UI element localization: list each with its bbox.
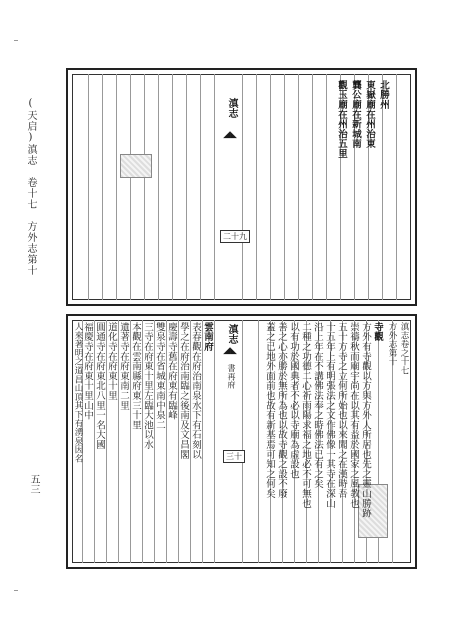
bottom-text-column-11: 雲南府 (202, 322, 213, 352)
top-fold-title: 滇志 (226, 98, 237, 118)
page-number: 五三 (28, 474, 39, 494)
column-rule (258, 320, 259, 563)
bottom-page-panel (66, 314, 417, 569)
bottom-text-column-19: 道化寺在府東十里 (106, 322, 117, 401)
column-rule (270, 74, 271, 300)
side-caption: (天启)滇志 卷十七 方外志第十 (25, 98, 36, 276)
top-seal-stamp-icon (120, 154, 152, 178)
bottom-text-column-16: 三寺在府東十里左臨大池以水 (142, 322, 153, 450)
bottom-text-column-13: 學之在府治南臨之後南及文昌閣 (178, 322, 189, 460)
bottom-fold-title: 滇志 (226, 324, 237, 344)
column-rule (144, 74, 145, 300)
bottom-text-column-20: 圓通寺在府東北八里一名大國 (94, 322, 105, 450)
margin-tick (14, 40, 18, 41)
column-rule (284, 74, 285, 300)
column-rule (298, 74, 299, 300)
column-rule (158, 74, 159, 300)
bottom-text-column-14: 慶壽寺舊在府東有臨峰 (166, 322, 177, 420)
bottom-text-column-6: 沿上年在不講佛法奉之時佛法已有之矣 (312, 322, 323, 489)
bottom-fold-subtitle: 書再府 (227, 364, 236, 389)
column-rule (116, 74, 117, 300)
bottom-text-column-2: 方外有寺觀以方與方外人所居也先之靈山勝跡 (360, 322, 371, 518)
bottom-text-column-12: 表春觀在府治南泉水下有石刻以 (190, 322, 201, 460)
top-text-column-1: 北勝州 (378, 80, 389, 110)
column-rule (256, 74, 257, 300)
bottom-text-column-3: 崇禱秋而廟宇尚在以其有益於國家之風教也 (348, 322, 359, 509)
bottom-header-column-1: 滇志卷之十七 (399, 322, 409, 375)
top-text-column-4: 觀玉廟在州治五里 (336, 80, 347, 159)
bottom-text-column-15: 雙泉寺在省城東南中泉二 (154, 322, 165, 430)
bottom-text-column-10: 蓋之已地外面前也故有新基焉可知之何矣 (264, 322, 275, 499)
top-fish-tail-icon: ◢◣ (223, 130, 237, 140)
column-rule (326, 74, 327, 300)
bottom-fish-tail-icon: ◢◣ (223, 346, 237, 356)
bottom-header-column-2: 方外志第十 (387, 322, 397, 366)
bottom-text-column-8: 以有功於國典者不必以寺廟為虛設也 (288, 322, 299, 479)
bottom-text-column-5: 十五年上有明張法之文作佛像一其寺在深山 (324, 322, 335, 509)
column-rule (102, 74, 103, 300)
column-rule (242, 320, 243, 563)
bottom-text-column-18: 遺著寺在府東南二里 (118, 322, 129, 411)
bottom-text-column-22: 人來著明之道昌山頂其下有湧泉因名 (73, 322, 83, 463)
bottom-text-column-9: 善之心亦勝於無所為也以故寺觀之設不廢 (276, 322, 287, 499)
column-rule (88, 74, 89, 300)
column-rule (186, 74, 187, 300)
bottom-text-column-21: 福慶寺在府東十里山中 (82, 322, 93, 420)
bottom-text-column-7: 二種之功德二心祈雨陽求福之地必不可無也 (300, 322, 311, 509)
column-rule (130, 74, 131, 300)
column-rule (200, 74, 201, 300)
column-rule (312, 74, 313, 300)
top-page-panel (66, 68, 417, 306)
column-rule (242, 74, 243, 300)
bottom-fold-page: 三十 (223, 450, 245, 463)
bottom-text-column-4: 五十方寺之立何所始也以來聞之在漢時吾 (336, 322, 347, 499)
top-fold-page: 二十九 (220, 230, 250, 243)
column-rule (214, 74, 215, 300)
column-rule (396, 74, 397, 300)
margin-tick (14, 590, 18, 591)
bottom-text-column-1: 寺觀 (372, 322, 383, 342)
column-rule (214, 320, 215, 563)
top-text-column-3: 龔公廟在新城南 (350, 80, 361, 149)
bottom-text-column-17: 本觀在雲南縣府東三十里 (130, 322, 141, 430)
column-rule (172, 74, 173, 300)
top-text-column-2: 東嶽廟在州治東 (364, 80, 375, 149)
column-rule (202, 320, 203, 563)
